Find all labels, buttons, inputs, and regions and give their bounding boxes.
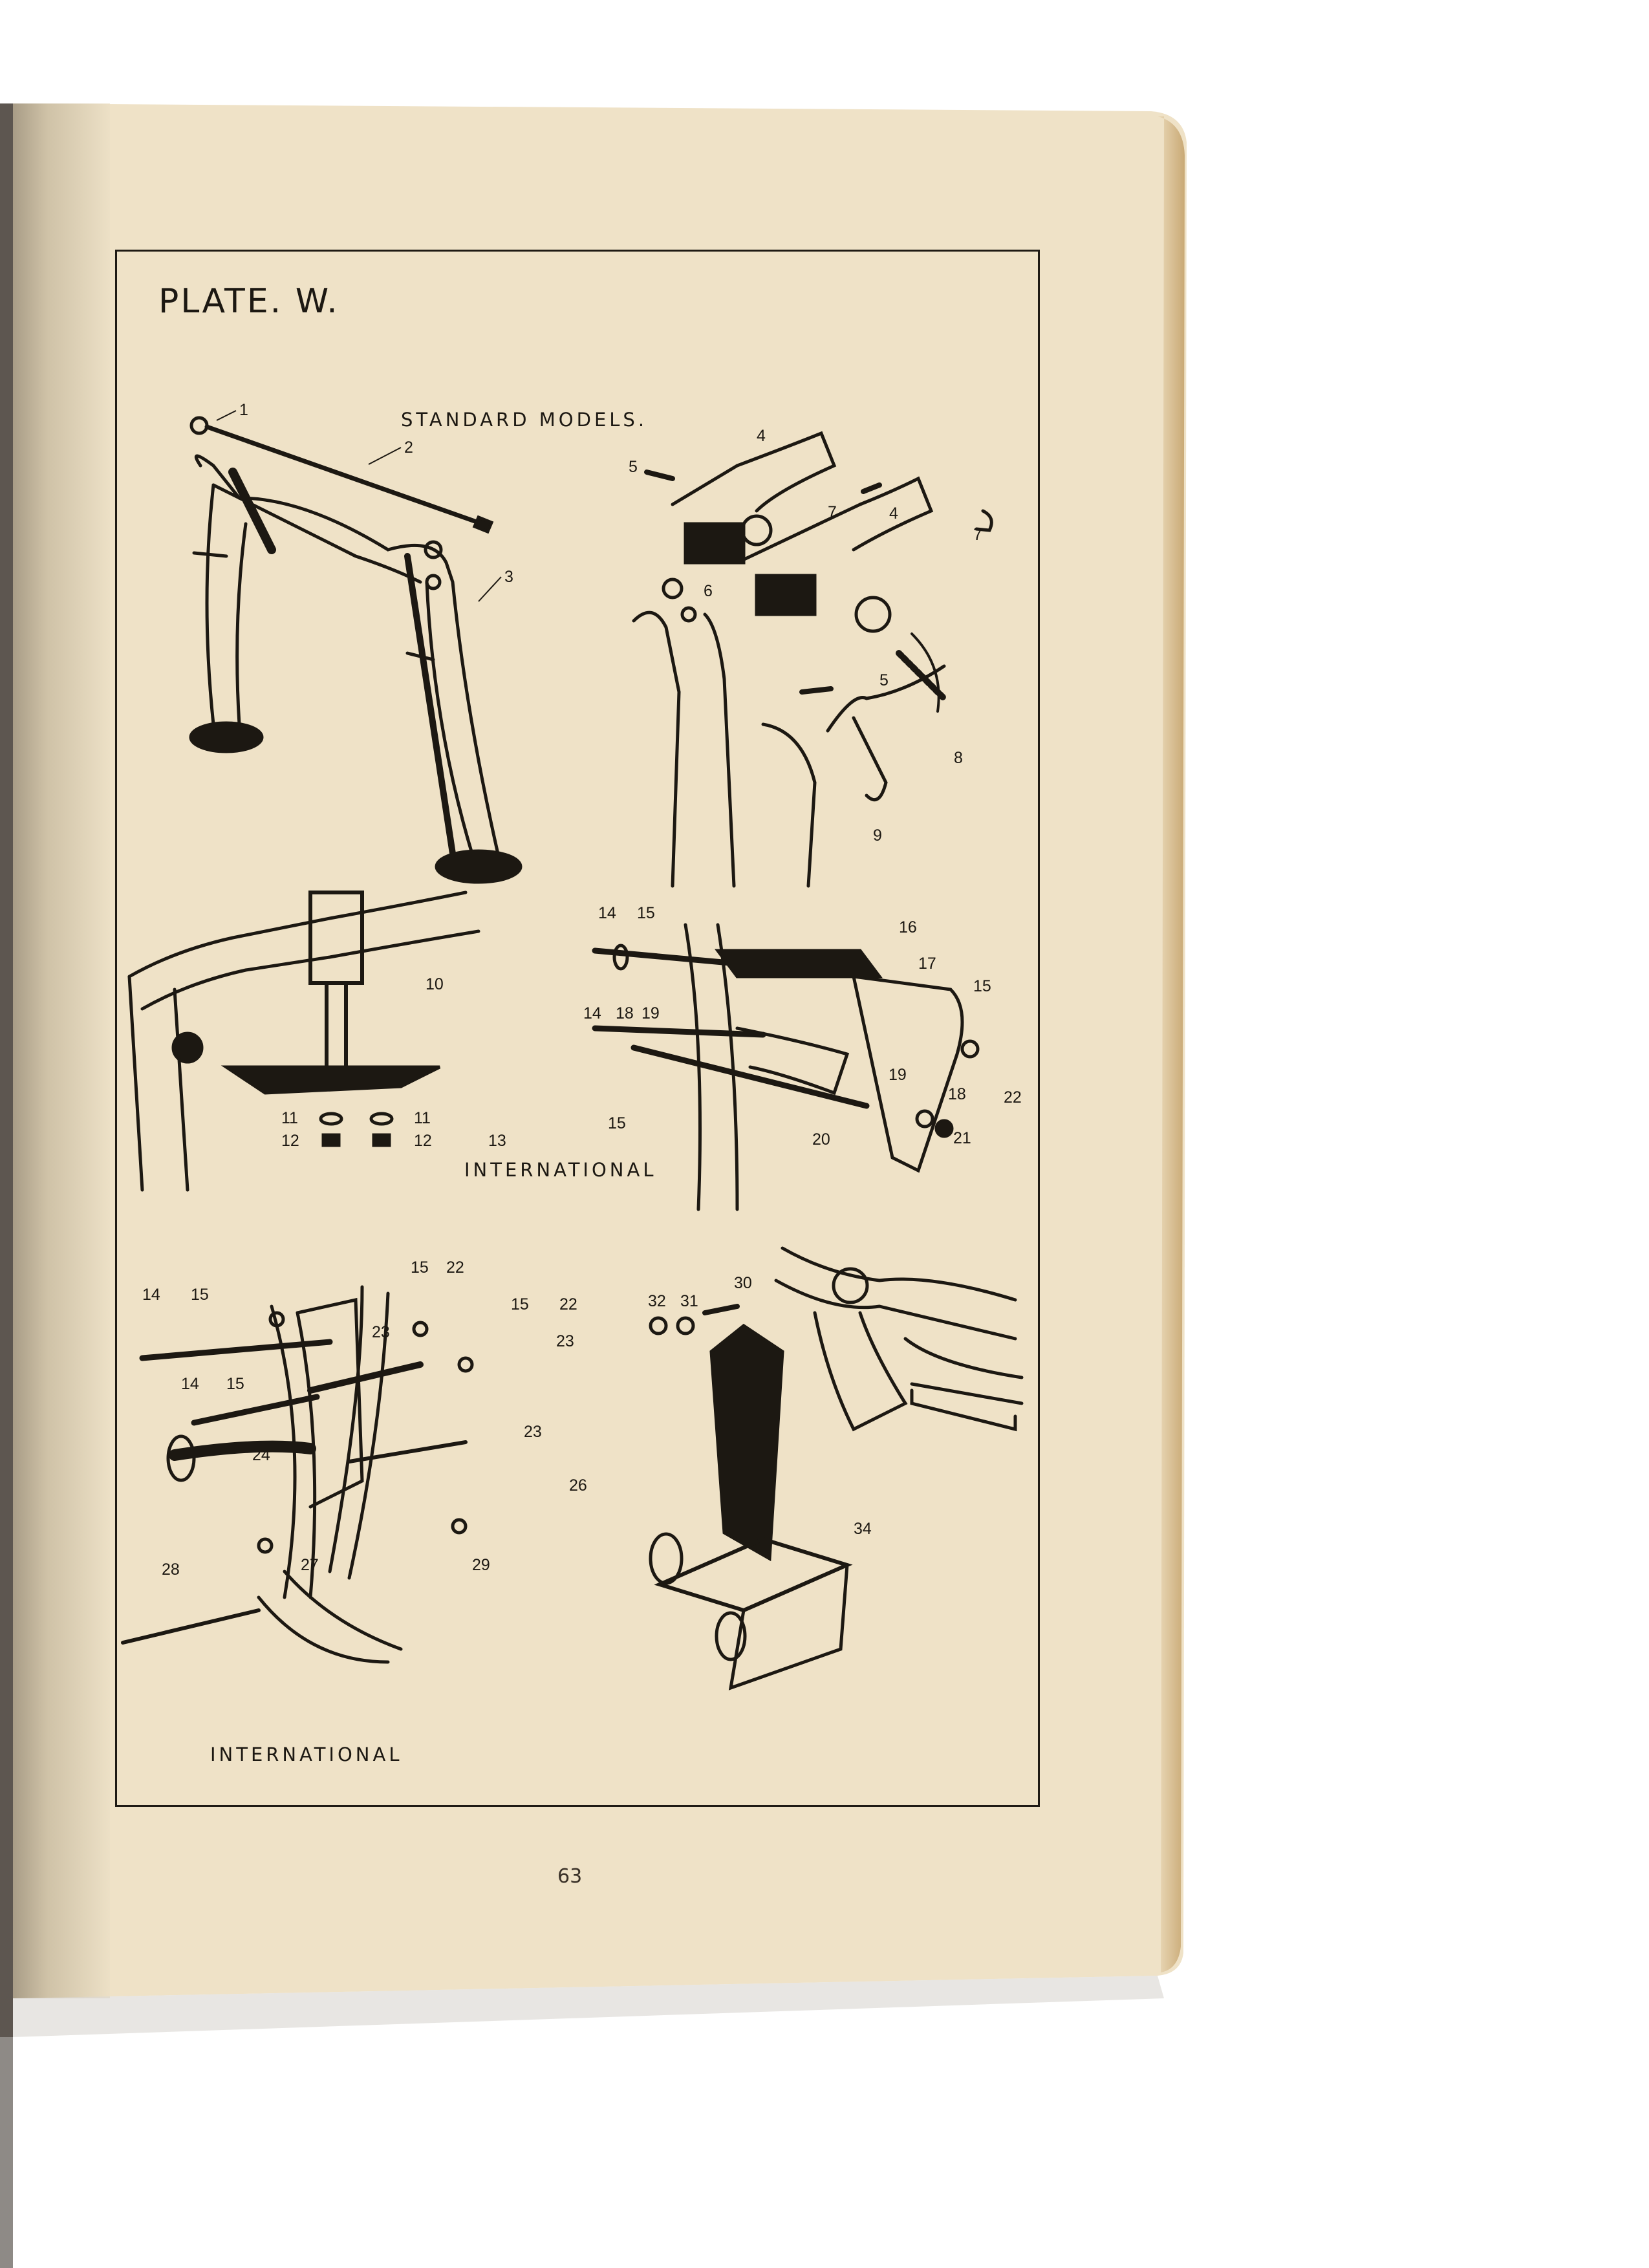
callout-19b: 19 xyxy=(889,1066,907,1084)
callout-11b: 11 xyxy=(414,1109,431,1127)
callout-22: 22 xyxy=(1004,1088,1022,1107)
callout-15g: 15 xyxy=(226,1375,244,1393)
plate-title: PLATE. W. xyxy=(158,282,339,321)
gearbox-plates-illustration xyxy=(569,899,1035,1209)
callout-23c: 23 xyxy=(524,1423,542,1441)
callout-7a: 7 xyxy=(828,503,837,521)
callout-15d: 15 xyxy=(411,1258,429,1277)
callout-3: 3 xyxy=(504,568,513,586)
callout-10: 10 xyxy=(426,975,444,993)
callout-9: 9 xyxy=(873,826,882,845)
callout-5a: 5 xyxy=(629,458,638,476)
callout-17: 17 xyxy=(918,955,936,973)
callout-26: 26 xyxy=(569,1476,587,1495)
callout-2: 2 xyxy=(404,438,413,457)
callout-13: 13 xyxy=(488,1132,506,1150)
brake-linkage-illustration xyxy=(608,420,1009,905)
callout-7b: 7 xyxy=(973,526,982,544)
battery-carrier-illustration xyxy=(634,1235,1035,1701)
callout-27: 27 xyxy=(301,1556,319,1574)
callout-23b: 23 xyxy=(556,1332,574,1350)
callout-12a: 12 xyxy=(281,1132,299,1150)
callout-31: 31 xyxy=(680,1292,698,1310)
callout-15a: 15 xyxy=(637,904,655,922)
callout-16: 16 xyxy=(899,918,917,936)
callout-23a: 23 xyxy=(372,1323,390,1341)
callout-5b: 5 xyxy=(879,671,889,689)
callout-4b: 4 xyxy=(889,504,898,523)
international-heading-bottom: INTERNATIONAL xyxy=(210,1744,403,1766)
standard-models-heading: STANDARD MODELS. xyxy=(401,409,648,431)
callout-15b: 15 xyxy=(973,977,991,995)
callout-28: 28 xyxy=(162,1561,180,1579)
callout-11a: 11 xyxy=(281,1109,298,1127)
callout-14b: 14 xyxy=(583,1004,601,1022)
callout-15f: 15 xyxy=(511,1295,529,1313)
callout-19a: 19 xyxy=(641,1004,660,1022)
callout-18a: 18 xyxy=(616,1004,634,1022)
page-number: 63 xyxy=(557,1865,583,1888)
footrest-mounting-illustration xyxy=(116,1235,608,1675)
callout-21: 21 xyxy=(953,1129,971,1147)
callout-22b: 22 xyxy=(446,1258,464,1277)
callout-18b: 18 xyxy=(948,1085,966,1103)
callout-20: 20 xyxy=(812,1130,830,1149)
callout-14c: 14 xyxy=(142,1286,160,1304)
callout-32: 32 xyxy=(648,1292,666,1310)
callout-24: 24 xyxy=(252,1446,270,1464)
callout-4a: 4 xyxy=(757,427,766,445)
callout-30: 30 xyxy=(734,1274,752,1292)
callout-15c: 15 xyxy=(608,1114,626,1132)
callout-14a: 14 xyxy=(598,904,616,922)
callout-1: 1 xyxy=(239,401,248,419)
callout-34: 34 xyxy=(854,1520,872,1538)
callout-8: 8 xyxy=(954,749,963,767)
callout-12b: 12 xyxy=(414,1132,432,1150)
callout-6: 6 xyxy=(704,582,713,600)
international-heading-middle: INTERNATIONAL xyxy=(464,1159,657,1181)
callout-22c: 22 xyxy=(559,1295,577,1313)
engine-plate-illustration xyxy=(116,880,504,1216)
callout-14d: 14 xyxy=(181,1375,199,1393)
callout-29: 29 xyxy=(472,1556,490,1574)
stand-illustration xyxy=(175,388,537,905)
callout-15e: 15 xyxy=(191,1286,209,1304)
